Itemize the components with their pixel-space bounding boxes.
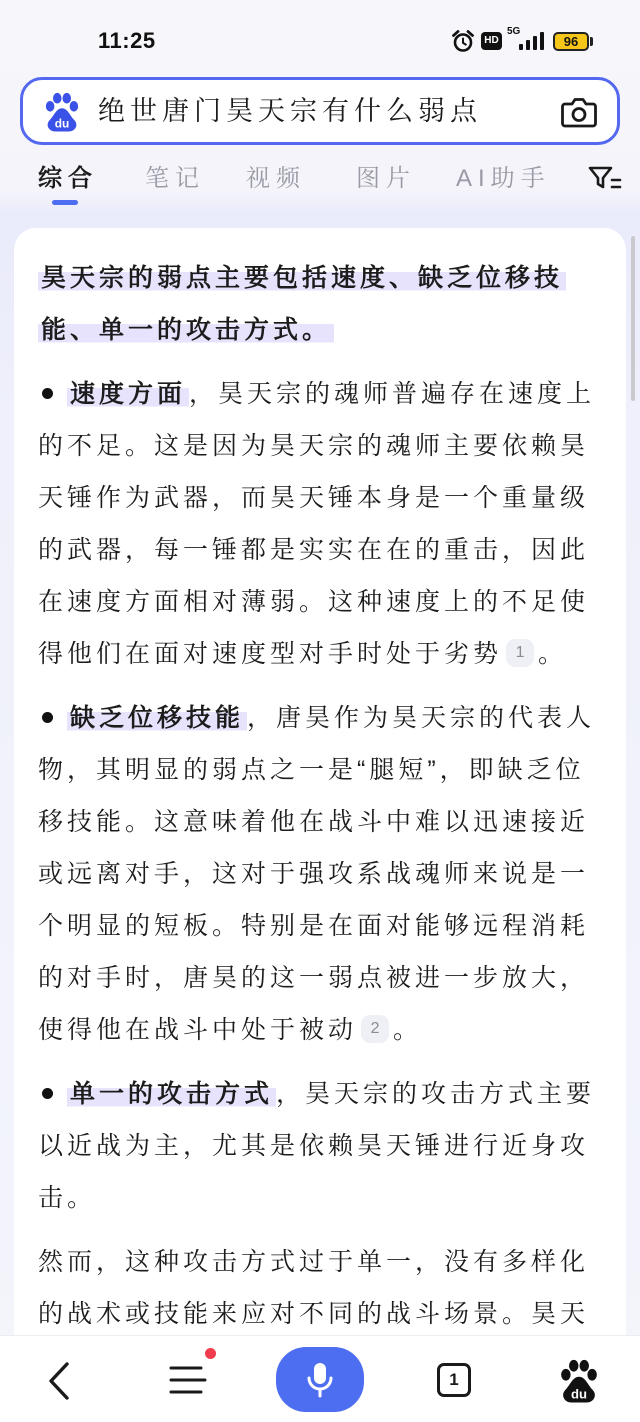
search-bar[interactable] (20, 77, 620, 145)
citation-badge[interactable]: 1 (506, 639, 534, 667)
point-title: 缺乏位移技能 (67, 704, 247, 732)
tab-all[interactable]: 综合 (38, 165, 98, 192)
list-item (38, 1068, 598, 1224)
tab-images[interactable]: 图片 (356, 165, 416, 192)
back-icon[interactable] (44, 1360, 74, 1402)
baidu-paw-icon[interactable] (558, 1358, 600, 1404)
tab-ai-assistant[interactable]: AI助手 (456, 165, 551, 192)
search-input[interactable]: 绝世唐门昊天宗有什么弱点 (98, 96, 482, 126)
status-time: 11:25 (98, 28, 156, 53)
baidu-paw-icon[interactable] (43, 92, 81, 132)
bullet-icon (42, 1088, 53, 1099)
bullet-icon (42, 388, 53, 399)
point-text: ，昊天宗的魂师普遍存在速度上的不足。这是因为昊天宗的魂师主要依赖昊天锤作为武器，而昊天锤本身是一个重量级的武器，每一锤都是实实在在的重击，因此在速度方面相对薄弱。这种速度上的不足使得他们在面对速度型对手时处于劣势 (38, 380, 596, 668)
citation-badge[interactable]: 2 (361, 1015, 389, 1043)
active-tab-indicator (52, 200, 78, 205)
menu-icon[interactable] (167, 1363, 207, 1397)
hd-icon: HD (481, 32, 502, 50)
bullet-icon (42, 712, 53, 723)
scrollbar[interactable] (631, 236, 635, 401)
voice-search-button[interactable] (276, 1347, 364, 1412)
alarm-icon (451, 29, 475, 53)
signal-bars-icon (518, 31, 545, 51)
point-end: 。 (538, 640, 568, 668)
battery-cap (590, 37, 593, 46)
network-type-label: 5G (507, 26, 521, 37)
summary-text: 昊天宗的弱点主要包括速度、缺乏位移技能、单一的攻击方式。 (38, 264, 566, 344)
tab-count-icon[interactable]: 1 (437, 1363, 471, 1397)
battery-icon: 96 (553, 32, 589, 51)
search-tabs (0, 152, 640, 208)
point-title: 速度方面 (67, 380, 189, 408)
camera-icon[interactable] (560, 95, 598, 129)
answer-paragraph: 然而，这种攻击方式过于单一，没有多样化的战术或技能来应对不同的战斗场景。昊天 (38, 1248, 590, 1328)
point-text: ，昊天宗的攻击方式主要以近战为主，尤其是依赖昊天锤进行近身攻击。 (38, 1080, 596, 1212)
list-item (38, 692, 598, 1056)
answer-card (14, 228, 626, 1348)
bottom-nav (0, 1336, 640, 1422)
answer-summary (38, 252, 598, 356)
point-title: 单一的攻击方式 (67, 1080, 276, 1108)
logo-text: du (54, 116, 70, 131)
notification-dot (205, 1348, 216, 1359)
point-text: ，唐昊作为昊天宗的代表人物，其明显的弱点之一是“腿短”，即缺乏位移技能。这意味着他在战斗中难以迅速接近或远离对手，这对于强攻系战魂师来说是一个明显的短板。特别是在面对能够远程消耗的对手时，唐昊的这一弱点被进一步放大，使得他在战斗中处于被动 (38, 704, 596, 1044)
status-bar (0, 0, 640, 72)
tab-notes[interactable]: 笔记 (145, 165, 205, 192)
list-item (38, 368, 598, 680)
point-end: 。 (393, 1016, 423, 1044)
microphone-icon (307, 1361, 333, 1399)
filter-icon[interactable] (588, 164, 622, 194)
tab-videos[interactable]: 视频 (246, 165, 306, 192)
logo-text: du (570, 1386, 588, 1402)
